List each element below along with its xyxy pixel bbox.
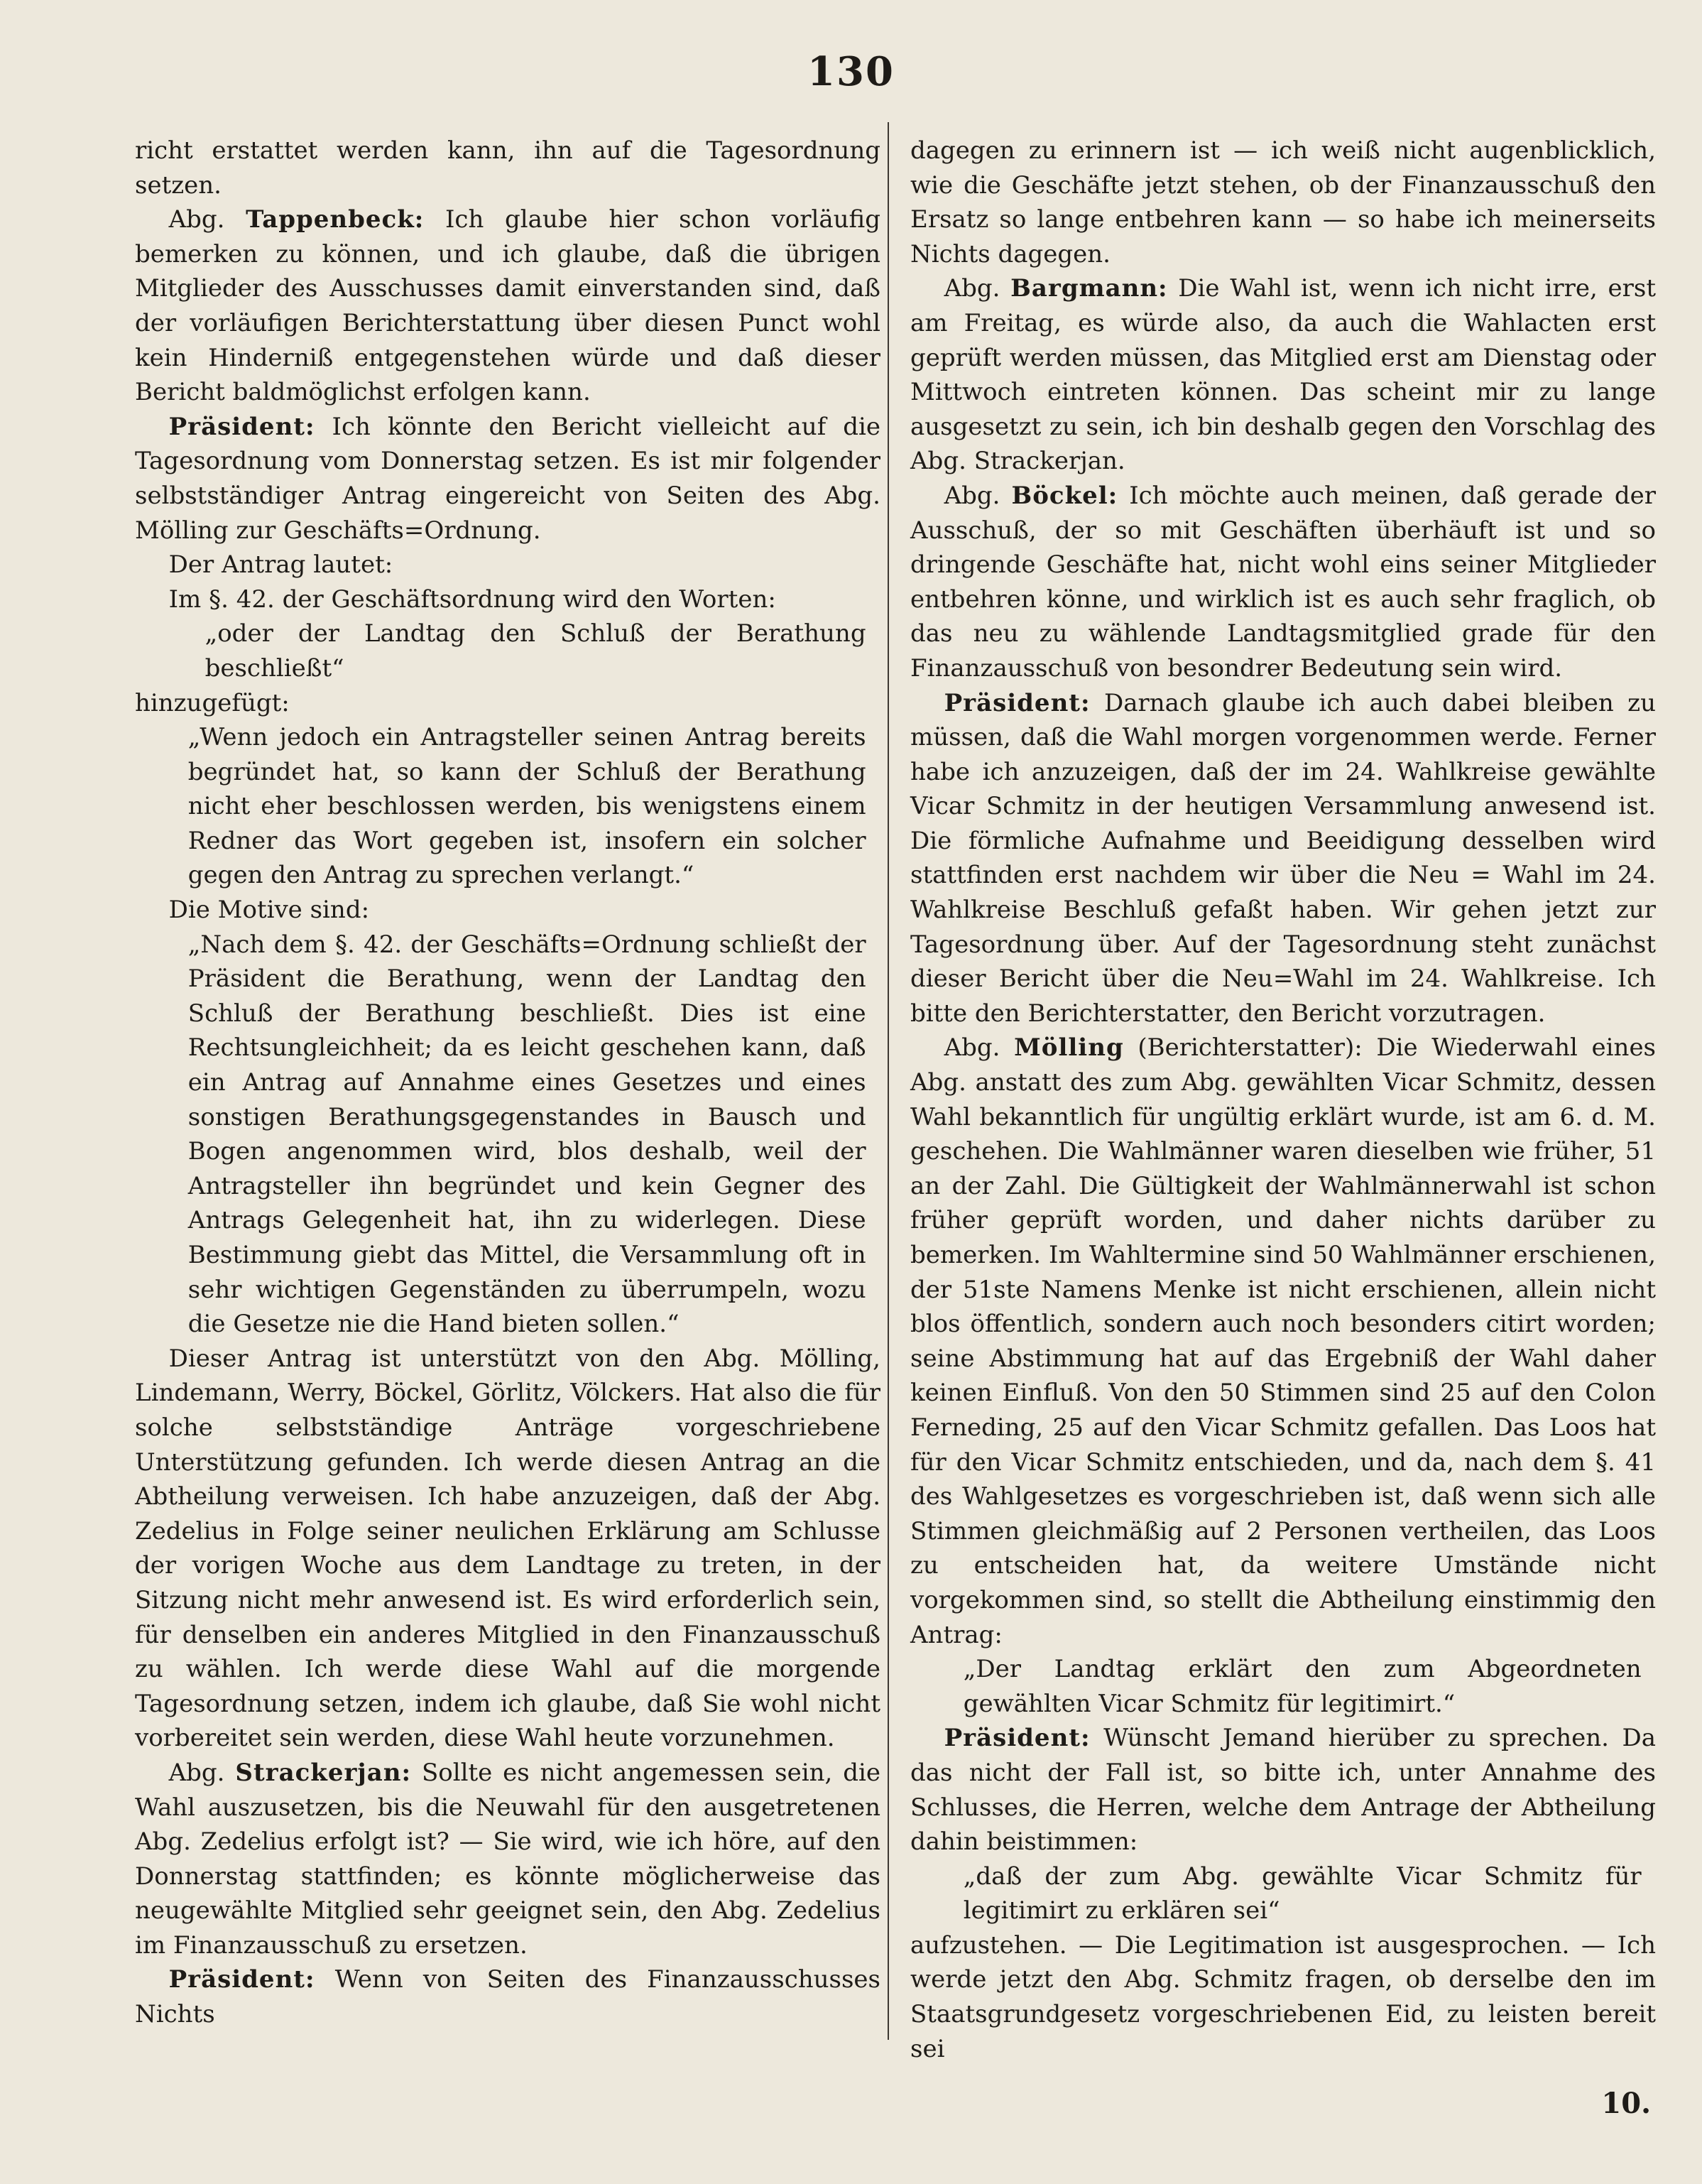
speech-paragraph: [135, 1756, 880, 1963]
speaker-name: Präsident:: [944, 688, 1091, 717]
text-paragraph: richt erstattet werden kann, ihn auf die Tagesordnung setzen.: [135, 136, 880, 200]
text-paragraph: Im §. 42. der Geschäftsordnung wird den Worten:: [168, 585, 776, 614]
text-paragraph: aufzustehen. — Die Legitimation ist ausgesprochen. — Ich werde jetzt den Abg. Schmitz fragen, ob derselbe den im Staatsgrundgesetz vorgeschriebenen Eid, zu leisten bereit sei: [910, 1930, 1656, 2063]
speech-text: Die Wiederwahl eines Abg. anstatt des zum Abg. gewählten Vicar Schmitz, dessen Wahl bekanntlich für ungültig erklärt wurde, ist am 6. d. M. geschehen. Die Wahlmänner waren dieselben wie früher, 51 an der Zahl. Die Gültigkeit der Wahlmännerwahl ist schon früher geprüft worden, und daher nichts darüber zu bemerken. Im Wahltermine sind 50 Wahlmänner erschienen, der 51ste Namens Menke ist nicht erschienen, allein nicht blos öffentlich, sondern auch noch besonders citirt worden; seine Abstimmung hat auf das Ergebniß der Wahl daher keinen Einfluß. Von den 50 Stimmen sind 25 auf den Colon Ferneding, 25 auf den Vicar Schmitz gefallen. Das Loos hat für den Vicar Schmitz entschieden, und da, nach dem §. 41 des Wahlgesetzes es vorgeschrieben ist, daß wenn sich alle Stimmen gleichmäßig auf 2 Personen vertheilen, das Loos zu entscheiden hat, da weitere Umstände nicht vorgekommen sind, so stellt die Abtheilung einstimmig den Antrag:: [910, 1033, 1657, 1649]
speech-paragraph: [910, 271, 1656, 479]
speech-text: Darnach glaube ich auch dabei bleiben zu müssen, daß die Wahl morgen vorgenommen werde. Ferner habe ich anzuzeigen, daß der im 24. Wahlkreise gewählte Vicar Schmitz in der heutigen Versammlung anwesend ist. Die förmliche Aufnahme und Beeidigung desselben wird stattfinden erst nachdem wir über die Neu = Wahl im 24. Wahlkreise Beschluß gefaßt haben. Wir gehen jetzt zur Tagesordnung über. Auf der Tagesordnung steht zunächst dieser Bericht über die Neu=Wahl im 24. Wahlkreise. Ich bitte den Berichterstatter, den Bericht vorzutragen.: [910, 688, 1656, 1028]
quoted-paragraph: „Nach dem §. 42. der Geschäfts=Ordnung schließt der Präsident die Berathung, wenn der Landtag den Schluß der Berathung beschließt. Dies ist eine Rechtsungleichheit; da es leicht geschehen kann, daß ein Antrag auf Annahme eines Gesetzes und eines sonstigen Berathungsgegenstandes in Bausch und Bogen angenommen wird, blos deshalb, weil der Antragsteller ihn begründet und kein Gegner des Antrags Gelegenheit hat, ihn zu widerlegen. Diese Bestimmung giebt das Mittel, die Versammlung oft in sehr wichtigen Gegenständen zu überrumpeln, wozu die Gesetze nie die Hand bieten sollen.“: [187, 930, 866, 1339]
left-column: [135, 134, 880, 2032]
footer-mark: 10.: [1601, 2087, 1651, 2120]
speech-text: Ich glaube hier schon vorläufig bemerken zu können, und ich glaube, daß die übrigen Mitglieder des Ausschusses damit einverstanden sind, daß der vorläufigen Berichterstattung über diesen Punct wohl kein Hinderniß entgegenstehen würde und daß dieser Bericht baldmöglichst erfolgen kann.: [135, 205, 880, 407]
speaker-name: Strackerjan:: [235, 1758, 412, 1787]
quoted-paragraph: „oder der Landtag den Schluß der Berathung beschließt“: [204, 619, 866, 683]
speech-text: Ich möchte auch meinen, daß gerade der Ausschuß, der so mit Geschäften überhäuft ist und so dringende Geschäfte hat, nicht wohl eins seiner Mitglieder entbehren könne, und wirklich ist es auch sehr fraglich, ob das neu zu wählende Landtagsmitglied grade für den Finanzausschuß von besondrer Bedeutung sein wird.: [910, 481, 1657, 683]
speaker-name: Präsident:: [168, 1965, 315, 1994]
speaker-prefix: Abg.: [168, 1758, 225, 1787]
speech-text: Die Wahl ist, wenn ich nicht irre, erst am Freitag, es würde also, da auch die Wahlacten erst geprüft werden müssen, das Mitglied erst am Dienstag oder Mittwoch eintreten können. Das scheint mir zu lange ausgesetzt zu sein, ich bin deshalb gegen den Vorschlag des Abg. Strackerjan.: [910, 274, 1657, 476]
speaker-name: Präsident:: [168, 412, 315, 441]
text-paragraph: Der Antrag lautet:: [168, 550, 393, 580]
quoted-paragraph: „Wenn jedoch ein Antragsteller seinen Antrag bereits begründet hat, so kann der Schluß der Berathung nicht eher beschlossen werden, bis wenigstens einem Redner das Wort gegeben ist, insofern ein solcher gegen den Antrag zu sprechen verlangt.“: [187, 723, 866, 890]
speech-paragraph: [135, 410, 880, 548]
speech-text: Wünscht Jemand hierüber zu sprechen. Da das nicht der Fall ist, so bitte ich, unter Annahme des Schlusses, die Herren, welche dem Antrage der Abtheilung dahin beistimmen:: [910, 1724, 1656, 1857]
text-paragraph: Dieser Antrag ist unterstützt von den Abg. Mölling, Lindemann, Werry, Böckel, Görlitz, Völckers. Hat also die für solche selbstständige Anträge vorgeschriebene Unterstützung gefunden. Ich werde diesen Antrag an die Abtheilung verweisen. Ich habe anzuzeigen, daß der Abg. Zedelius in Folge seiner neulichen Erklärung am Schlusse der vorigen Woche aus dem Landtage zu treten, in der Sitzung nicht mehr anwesend ist. Es wird erforderlich sein, für denselben ein anderes Mitglied in den Finanzausschuß zu wählen. Ich werde diese Wahl auf die morgende Tagesordnung setzen, indem ich glaube, daß Sie wohl nicht vorbereitet sein werden, diese Wahl heute vorzunehmen.: [135, 1344, 880, 1753]
speech-text: Sollte es nicht angemessen sein, die Wahl auszusetzen, bis die Neuwahl für den ausgetretenen Abg. Zedelius erfolgt ist? — Sie wird, wie ich höre, auf den Donnerstag stattfinden; es könnte möglicherweise das neugewählte Mitglied sehr geeignet sein, den Abg. Zedelius im Finanzausschuß zu ersetzen.: [135, 1758, 880, 1960]
speech-text: Wenn von Seiten des Finanzausschusses Nichts: [135, 1965, 880, 2029]
text-paragraph: Die Motive sind:: [168, 896, 370, 925]
speech-paragraph: [910, 479, 1656, 686]
speech-paragraph: [910, 1031, 1656, 1652]
speech-paragraph: [135, 1962, 880, 2031]
speaker-name: Böckel:: [1011, 481, 1118, 510]
text-paragraph: hinzugefügt:: [135, 688, 290, 717]
speech-paragraph: [910, 1721, 1656, 1859]
speaker-name: Bargmann:: [1010, 274, 1168, 303]
speaker-name: Mölling: [1014, 1033, 1124, 1063]
quoted-paragraph: „Der Landtag erklärt den zum Abgeordneten gewählten Vicar Schmitz für legitimirt.“: [963, 1655, 1642, 1718]
speaker-prefix: Abg.: [944, 274, 1000, 303]
speaker-name: Präsident:: [944, 1724, 1091, 1753]
speaker-prefix: Abg.: [944, 1033, 1000, 1063]
text-paragraph: dagegen zu erinnern ist — ich weiß nicht augenblicklich, wie die Geschäfte jetzt stehen, ob der Finanzausschuß den Ersatz so lange entbehren kann — so habe ich meinerseits Nichts dagegen.: [910, 136, 1656, 268]
quoted-paragraph: „daß der zum Abg. gewählte Vicar Schmitz für legitimirt zu erklären sei“: [963, 1862, 1642, 1925]
right-column: [910, 134, 1656, 2066]
speech-paragraph: [135, 202, 880, 410]
column-rule: [888, 122, 889, 2040]
page-number: 130: [807, 48, 895, 95]
speaker-prefix: Abg.: [944, 481, 1000, 510]
speaker-note: (Berichterstatter):: [1138, 1033, 1363, 1063]
speech-text: Ich könnte den Bericht vielleicht auf die Tagesordnung vom Donnerstag setzen. Es ist mir folgender selbstständiger Antrag eingereicht von Seiten des Abg. Mölling zur Geschäfts=Ordnung.: [135, 412, 880, 545]
speaker-prefix: Abg.: [168, 205, 225, 234]
speaker-name: Tappenbeck:: [246, 205, 425, 234]
speech-paragraph: [910, 686, 1656, 1031]
